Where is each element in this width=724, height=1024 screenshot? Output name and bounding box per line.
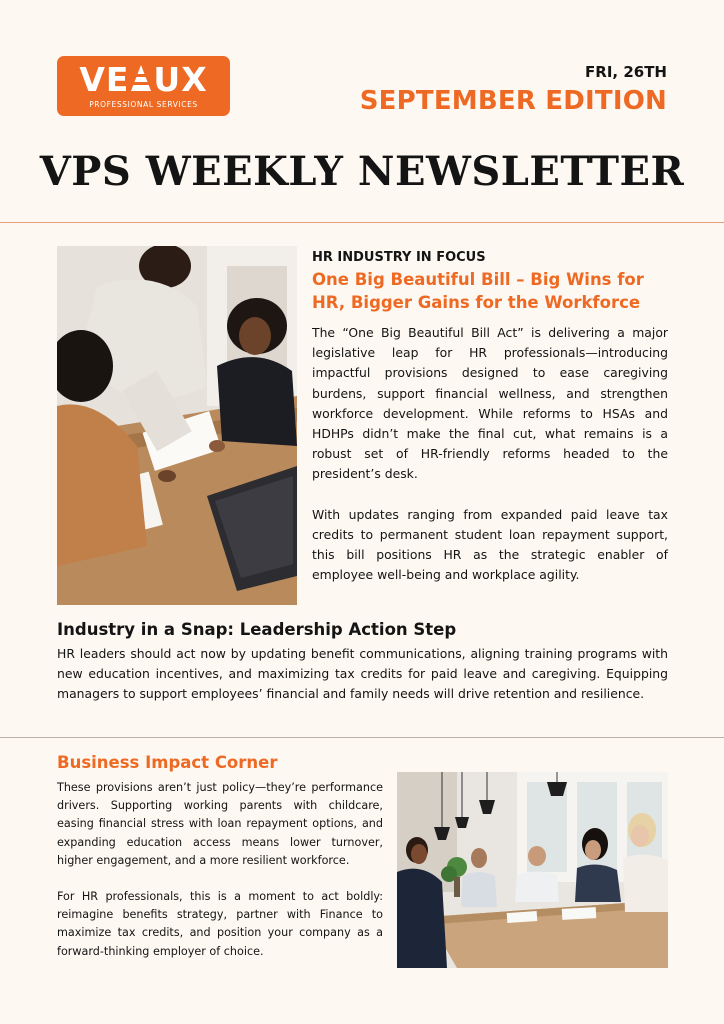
corner-paragraph: For HR professionals, this is a moment to act boldly: reimagine benefits strategy, partner with Finance to maximize tax credits, and position your company as a forward-thinking employer of choice. xyxy=(57,890,383,958)
logo-triangle-icon xyxy=(130,64,152,92)
corner-paragraph: These provisions aren’t just policy—they’re performance drivers. Supporting working parents with childcare, easing financial stress with loan repayment options, and expanding education access means lower turnover, higher engagement, and a more resilient workforce. xyxy=(57,781,383,867)
snap-body: HR leaders should act now by updating benefit communications, aligning training programs with new education incentives, and maximizing tax credits for paid leave and caregiving. Equipping managers to support employees’ financial and family needs will drive retention and resilience. xyxy=(57,646,668,702)
newsletter-title: VPS WEEKLY NEWSLETTER xyxy=(39,148,685,195)
meeting-photo xyxy=(397,772,668,968)
feature-body xyxy=(312,323,668,585)
logo-tagline: PROFESSIONAL SERVICES xyxy=(89,100,198,109)
feature-photo xyxy=(57,246,297,605)
logo-wordmark: VE UX xyxy=(79,60,208,99)
section-divider xyxy=(0,737,724,738)
corner-body xyxy=(57,779,383,961)
corner-heading: Business Impact Corner xyxy=(57,753,278,772)
company-logo xyxy=(57,56,230,116)
edition-label: SEPTEMBER EDITION xyxy=(359,86,667,116)
issue-date: FRI, 26TH xyxy=(585,63,667,81)
feature-paragraph: With updates ranging from expanded paid leave tax credits to permanent student loan repayment support, this bill positions HR as the strategic enabler of employee well-being and workplace agility. xyxy=(312,506,668,583)
feature-paragraph: The “One Big Beautiful Bill Act” is delivering a major legislative leap for HR professionals—introducing impactful provisions designed to ease caregiving burdens, support financial wellness, and strengthen workforce development. While reforms to HSAs and HDHPs didn’t make the final cut, what remains is a robust set of HR-friendly reforms headed to the president’s desk. xyxy=(312,325,668,482)
snap-heading: Industry in a Snap: Leadership Action Step xyxy=(57,620,457,639)
feature-kicker: HR INDUSTRY IN FOCUS xyxy=(312,250,486,265)
header-divider xyxy=(0,222,724,223)
feature-headline: One Big Beautiful Bill – Big Wins for HR, Bigger Gains for the Workforce xyxy=(312,270,644,312)
